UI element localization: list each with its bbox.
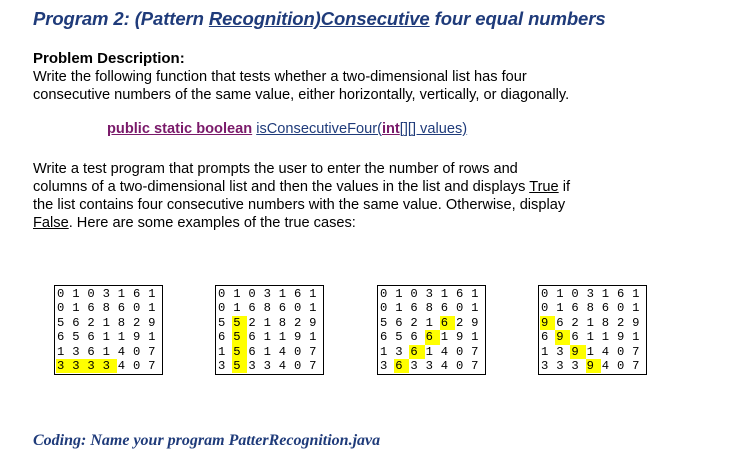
grid-row — [56, 359, 162, 373]
grid-cell: 9 — [132, 330, 141, 345]
grid-cell: 0 — [380, 301, 388, 316]
grid-cell: 6 — [395, 315, 403, 330]
grid-cell: 0 — [218, 301, 226, 316]
test-line-1: Write a test program that prompts the user to enter the number of rows and — [33, 161, 518, 177]
signature-name: isConsecutiveFour( — [256, 121, 382, 137]
grid-cell: 6 — [440, 316, 455, 330]
grid-row — [217, 330, 323, 344]
grid-cell: 6 — [571, 301, 579, 316]
grid-cell: 3 — [380, 359, 388, 374]
grid-cell: 4 — [117, 359, 126, 374]
grid-cell: 8 — [278, 315, 287, 330]
grid-cell: 2 — [455, 315, 464, 330]
example-grid-3 — [377, 285, 486, 375]
grid-cell: 4 — [440, 344, 449, 359]
grid-cell: 8 — [102, 301, 110, 316]
description-line-2: consecutive numbers of the same value, either horizontally, vertically, or diagonally. — [33, 87, 570, 103]
grid-cell: 2 — [132, 315, 141, 330]
grid-cell: 3 — [72, 344, 80, 359]
example-grid-1 — [54, 285, 163, 375]
grid-cell: 1 — [440, 287, 449, 301]
grid-cell: 9 — [540, 316, 555, 330]
page-title — [33, 8, 606, 30]
grid-cell: 0 — [571, 287, 579, 301]
grid-cell: 0 — [455, 359, 464, 374]
grid-cell: 1 — [233, 287, 241, 301]
grid-row — [540, 301, 646, 315]
grid-cell: 1 — [102, 344, 110, 359]
grid-cell: 6 — [132, 287, 141, 301]
grid-cell: 1 — [263, 344, 271, 359]
grid-cell: 6 — [571, 330, 579, 345]
example-grid-4 — [538, 285, 647, 375]
grid-cell: 6 — [218, 330, 226, 345]
test-line-3: the list contains four consecutive numbers with the same value. Otherwise, display — [33, 197, 566, 213]
coding-note: Coding: Name your program PatterRecognition.java — [33, 432, 381, 449]
grid-cell: 1 — [309, 287, 317, 301]
grid-cell: 6 — [556, 315, 564, 330]
grid-cell: 0 — [455, 344, 464, 359]
true-word: True — [529, 179, 559, 195]
grid-row — [379, 301, 485, 315]
function-signature — [107, 121, 467, 137]
grid-cell: 1 — [440, 330, 449, 345]
grid-cell: 0 — [293, 344, 302, 359]
grid-cell: 6 — [410, 330, 418, 345]
grid-cell: 1 — [102, 315, 110, 330]
grid-row — [217, 316, 323, 330]
grid-row — [217, 301, 323, 315]
grid-cell: 0 — [218, 287, 226, 301]
grid-cell: 0 — [57, 287, 65, 301]
grid-cell: 0 — [132, 301, 141, 316]
grid-cell: 8 — [425, 301, 433, 316]
grid-cell: 8 — [117, 315, 126, 330]
grid-cell: 5 — [380, 315, 388, 330]
grid-cell: 1 — [541, 344, 549, 359]
grid-cell: 0 — [616, 344, 625, 359]
grid-cell: 0 — [455, 301, 464, 316]
grid-cell: 1 — [556, 301, 564, 316]
signature-type: int — [381, 121, 400, 137]
grid-cell: 3 — [556, 359, 564, 374]
grid-cell: 6 — [87, 330, 95, 345]
grid-row — [56, 330, 162, 344]
grid-cell: 0 — [57, 301, 65, 316]
grid-row — [540, 345, 646, 359]
grid-cell: 6 — [380, 330, 388, 345]
grid-cell: 6 — [601, 301, 610, 316]
signature-rest: [][] values) — [399, 121, 468, 137]
test-line-2-text: columns of a two-dimensional list and then the values in the list and displays — [33, 179, 526, 195]
test-line-4 — [33, 214, 693, 232]
grid-cell: 6 — [278, 301, 287, 316]
grid-cell: 1 — [309, 330, 317, 345]
grid-row — [379, 345, 485, 359]
grid-cell: 4 — [278, 344, 287, 359]
grid-cell: 7 — [309, 359, 317, 374]
grid-cell: 1 — [263, 315, 271, 330]
grid-cell: 1 — [632, 301, 640, 316]
test-line-2-end: if — [558, 179, 571, 195]
grid-row — [379, 359, 485, 373]
grid-cell: 3 — [218, 359, 226, 374]
grid-cell: 0 — [248, 287, 256, 301]
grid-cell: 6 — [293, 287, 302, 301]
grid-cell: 8 — [586, 301, 594, 316]
grid-cell: 3 — [586, 287, 594, 301]
grid-cell: 6 — [394, 359, 409, 373]
grid-cell: 1 — [586, 330, 594, 345]
grid-cell: 9 — [293, 330, 302, 345]
grid-cell: 1 — [601, 287, 610, 301]
grid-cell: 5 — [232, 316, 247, 330]
grid-cell: 6 — [248, 344, 256, 359]
grid-cell: 3 — [395, 344, 403, 359]
grid-cell: 2 — [410, 315, 418, 330]
grid-cell: 6 — [57, 330, 65, 345]
test-program-description — [33, 160, 693, 232]
grid-cell: 9 — [148, 315, 156, 330]
grid-row — [540, 316, 646, 330]
grid-cell: 9 — [455, 330, 464, 345]
grid-cell: 3 — [102, 359, 117, 373]
grid-cell: 9 — [586, 359, 601, 373]
title-underlined: Recognition)Consecutive — [208, 8, 430, 29]
grid-cell: 1 — [309, 301, 317, 316]
grid-cell: 7 — [471, 344, 479, 359]
grid-cell: 0 — [410, 287, 418, 301]
grid-cell: 4 — [117, 344, 126, 359]
problem-description — [33, 68, 693, 104]
false-word: False — [33, 215, 69, 231]
grid-cell: 7 — [632, 344, 640, 359]
grid-cell: 3 — [102, 287, 110, 301]
grid-cell: 9 — [555, 330, 570, 344]
grid-cell: 3 — [56, 359, 71, 373]
grid-cell: 7 — [148, 344, 156, 359]
grid-cell: 6 — [72, 315, 80, 330]
grid-cell: 3 — [248, 359, 256, 374]
grid-cell: 3 — [263, 287, 271, 301]
grid-row — [379, 316, 485, 330]
grid-cell: 5 — [57, 315, 65, 330]
grid-cell: 6 — [541, 330, 549, 345]
grid-cell: 3 — [425, 287, 433, 301]
grid-row — [56, 316, 162, 330]
grid-row — [540, 330, 646, 344]
grid-cell: 1 — [278, 287, 287, 301]
grid-cell: 7 — [632, 359, 640, 374]
grid-cell: 3 — [571, 359, 579, 374]
grid-cell: 0 — [293, 359, 302, 374]
grid-cell: 1 — [586, 344, 594, 359]
grid-cell: 4 — [440, 359, 449, 374]
grid-cell: 3 — [86, 359, 101, 373]
grid-cell: 2 — [87, 315, 95, 330]
grid-cell: 6 — [87, 301, 95, 316]
grid-cell: 3 — [410, 359, 418, 374]
grid-cell: 0 — [541, 301, 549, 316]
grid-row — [217, 287, 323, 301]
grid-row — [217, 345, 323, 359]
grid-cell: 2 — [571, 315, 579, 330]
problem-heading: Problem Description: — [33, 50, 185, 67]
grid-cell: 1 — [471, 301, 479, 316]
grid-cell: 7 — [148, 359, 156, 374]
grid-cell: 9 — [471, 315, 479, 330]
grid-cell: 1 — [632, 330, 640, 345]
grid-cell: 0 — [132, 344, 141, 359]
grid-cell: 6 — [87, 344, 95, 359]
grid-cell: 6 — [616, 287, 625, 301]
grid-cell: 1 — [72, 287, 80, 301]
grid-cell: 9 — [309, 315, 317, 330]
grid-cell: 0 — [616, 359, 625, 374]
grid-cell: 6 — [248, 301, 256, 316]
signature-keywords: public static boolean — [107, 121, 253, 137]
grid-cell: 9 — [632, 315, 640, 330]
grid-cell: 1 — [601, 330, 610, 345]
grid-cell: 3 — [263, 359, 271, 374]
grid-cell: 1 — [102, 330, 110, 345]
grid-cell: 5 — [72, 330, 80, 345]
grid-cell: 6 — [409, 345, 424, 359]
grid-cell: 0 — [541, 287, 549, 301]
grid-cell: 4 — [278, 359, 287, 374]
grid-row — [56, 345, 162, 359]
grid-cell: 2 — [248, 315, 256, 330]
grid-cell: 1 — [148, 330, 156, 345]
grid-cell: 1 — [233, 301, 241, 316]
grid-row — [540, 359, 646, 373]
grid-cell: 1 — [263, 330, 271, 345]
grid-cell: 9 — [616, 330, 625, 345]
test-line-4-end: . Here are some examples of the true cases: — [68, 215, 356, 231]
grid-cell: 5 — [232, 359, 247, 373]
grid-cell: 1 — [117, 287, 126, 301]
grid-row — [379, 287, 485, 301]
grid-row — [379, 330, 485, 344]
grid-row — [217, 359, 323, 373]
grid-cell: 4 — [601, 344, 610, 359]
grid-cell: 1 — [586, 315, 594, 330]
grid-cell: 1 — [395, 301, 403, 316]
grid-cell: 1 — [425, 344, 433, 359]
grid-cell: 1 — [380, 344, 388, 359]
grid-cell: 3 — [425, 359, 433, 374]
grid-row — [56, 301, 162, 315]
grid-cell: 9 — [570, 345, 585, 359]
grid-cell: 1 — [556, 287, 564, 301]
grid-cell: 8 — [601, 315, 610, 330]
grid-cell: 3 — [556, 344, 564, 359]
grid-cell: 1 — [425, 315, 433, 330]
grid-cell: 6 — [410, 301, 418, 316]
example-grid-2 — [215, 285, 324, 375]
grid-cell: 1 — [57, 344, 65, 359]
grid-cell: 0 — [132, 359, 141, 374]
grid-cell: 1 — [471, 330, 479, 345]
description-line-1: Write the following function that tests whether a two-dimensional list has four — [33, 69, 527, 85]
grid-cell: 0 — [380, 287, 388, 301]
grid-cell: 1 — [632, 287, 640, 301]
title-prefix: Program 2: (Pattern — [33, 8, 209, 29]
grid-cell: 7 — [471, 359, 479, 374]
grid-cell: 1 — [395, 287, 403, 301]
grid-cell: 6 — [425, 330, 440, 344]
grid-cell: 2 — [616, 315, 625, 330]
grid-cell: 7 — [309, 344, 317, 359]
grid-cell: 3 — [71, 359, 86, 373]
grid-cell: 6 — [248, 330, 256, 345]
grid-row — [540, 287, 646, 301]
grid-cell: 1 — [148, 287, 156, 301]
grid-cell: 6 — [455, 287, 464, 301]
grid-row — [56, 287, 162, 301]
grid-cell: 0 — [87, 287, 95, 301]
grid-cell: 1 — [471, 287, 479, 301]
grid-cell: 0 — [293, 301, 302, 316]
title-suffix: four equal numbers — [429, 8, 606, 29]
grid-cell: 5 — [232, 330, 247, 344]
grid-cell: 4 — [601, 359, 610, 374]
grid-cell: 2 — [293, 315, 302, 330]
grid-cell: 8 — [263, 301, 271, 316]
grid-cell: 5 — [218, 315, 226, 330]
grid-cell: 1 — [218, 344, 226, 359]
grid-cell: 3 — [541, 359, 549, 374]
grid-cell: 6 — [440, 301, 449, 316]
grid-cell: 1 — [278, 330, 287, 345]
grid-cell: 5 — [395, 330, 403, 345]
test-line-2 — [33, 178, 693, 196]
grid-cell: 0 — [616, 301, 625, 316]
grid-cell: 1 — [148, 301, 156, 316]
grid-cell: 6 — [117, 301, 126, 316]
grid-cell: 1 — [117, 330, 126, 345]
grid-cell: 1 — [72, 301, 80, 316]
grid-cell: 5 — [232, 345, 247, 359]
